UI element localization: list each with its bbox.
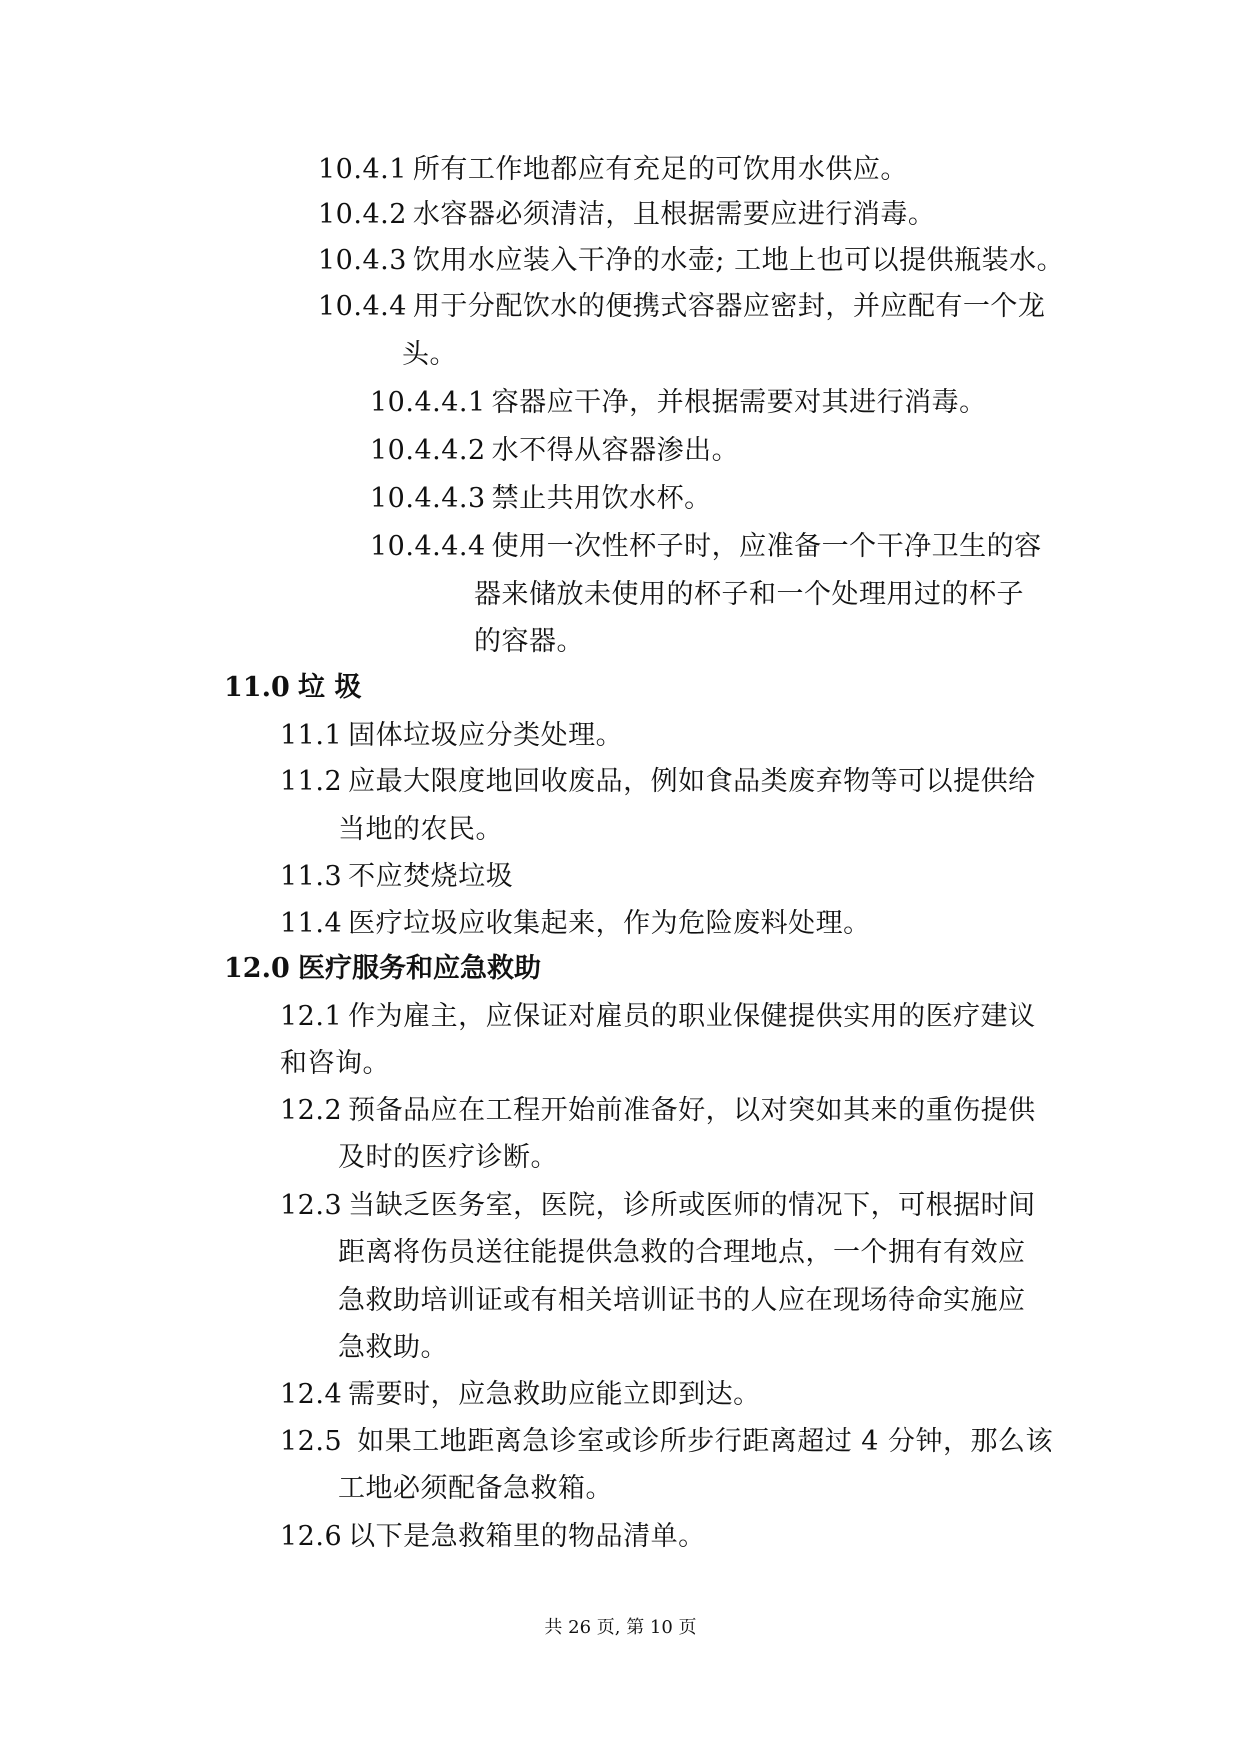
list-item-continuation: 急救助。 — [338, 1332, 448, 1363]
list-item-continuation: 和咨询。 — [280, 1048, 390, 1079]
list-item-continuation: 工地必须配备急救箱。 — [338, 1473, 613, 1504]
list-item: 11.4 医疗垃圾应收集起来，作为危险废料处理。 — [280, 908, 871, 939]
list-item: 10.4.4 用于分配饮水的便携式容器应密封，并应配有一个龙 — [318, 291, 1046, 322]
list-item: 10.4.4.1 容器应干净，并根据需要对其进行消毒。 — [370, 387, 987, 418]
page-footer: 共 26 页, 第 10 页 — [544, 1617, 697, 1638]
list-item-continuation: 器来储放未使用的杯子和一个处理用过的杯子 — [474, 579, 1024, 610]
list-item: 12.6 以下是急救箱里的物品清单。 — [280, 1521, 706, 1552]
list-item: 10.4.4.2 水不得从容器渗出。 — [370, 435, 740, 466]
section-heading-11: 11.0 垃 圾 — [224, 672, 362, 703]
list-item-continuation: 的容器。 — [474, 626, 584, 657]
list-item-continuation: 当地的农民。 — [338, 814, 503, 845]
list-item: 12.1 作为雇主，应保证对雇员的职业保健提供实用的医疗建议 — [280, 1001, 1036, 1032]
list-item: 10.4.2 水容器必须清洁，且根据需要应进行消毒。 — [318, 199, 936, 230]
list-item: 12.4 需要时，应急救助应能立即到达。 — [280, 1379, 761, 1410]
list-item-continuation: 距离将伤员送往能提供急救的合理地点，一个拥有有效应 — [338, 1237, 1026, 1268]
section-heading-12: 12.0 医疗服务和应急救助 — [224, 953, 541, 984]
list-item: 10.4.4.3 禁止共用饮水杯。 — [370, 483, 712, 514]
list-item: 12.5 如果工地距离急诊室或诊所步行距离超过 4 分钟，那么该 — [280, 1426, 1054, 1457]
list-item: 11.1 固体垃圾应分类处理。 — [280, 720, 624, 751]
list-item: 11.3 不应焚烧垃圾 — [280, 861, 514, 892]
list-item: 12.2 预备品应在工程开始前准备好，以对突如其来的重伤提供 — [280, 1095, 1036, 1126]
list-item: 10.4.1 所有工作地都应有充足的可饮用水供应。 — [318, 154, 908, 185]
list-item-continuation: 及时的医疗诊断。 — [338, 1142, 558, 1173]
list-item: 12.3 当缺乏医务室，医院，诊所或医师的情况下，可根据时间 — [280, 1190, 1036, 1221]
list-item: 10.4.3 饮用水应装入干净的水壶; 工地上也可以提供瓶装水。 — [318, 245, 1065, 276]
list-item: 10.4.4.4 使用一次性杯子时，应准备一个干净卫生的容 — [370, 531, 1042, 562]
list-item: 11.2 应最大限度地回收废品，例如食品类废弃物等可以提供给 — [280, 766, 1036, 797]
list-item-continuation: 头。 — [402, 339, 457, 370]
list-item-continuation: 急救助培训证或有相关培训证书的人应在现场待命实施应 — [338, 1285, 1026, 1316]
